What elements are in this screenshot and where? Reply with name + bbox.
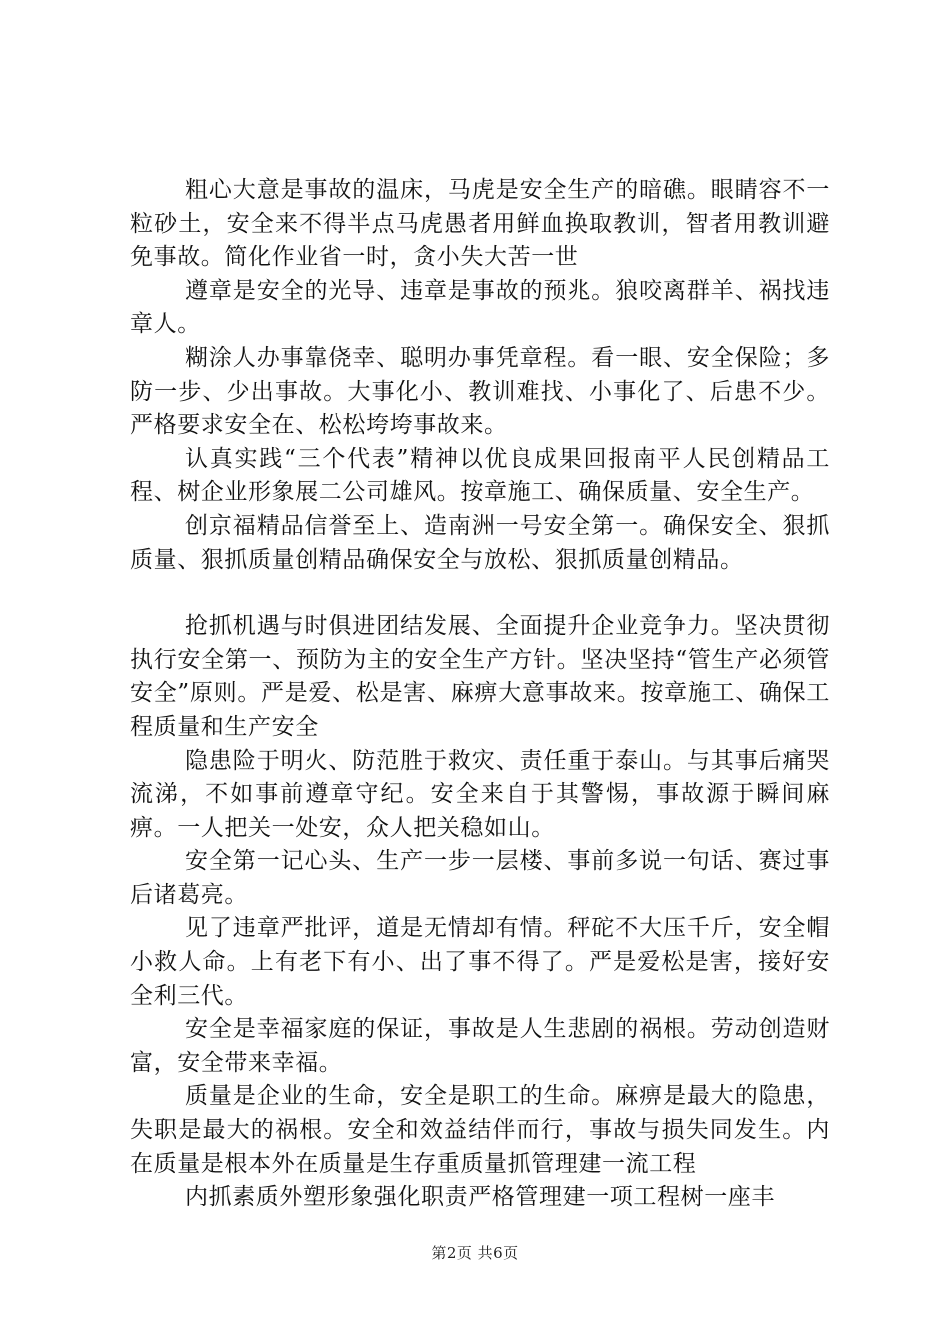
- paragraph: 安全第一记心头、生产一步一层楼、事前多说一句话、赛过事后诸葛亮。: [130, 848, 830, 908]
- page-number-footer: 第2页 共6页: [431, 1244, 519, 1262]
- paragraph: 认真实践“三个代表”精神以优良成果回报南平人民创精品工程、树企业形象展二公司雄风。按章施工、确保质量、安全生产。: [130, 445, 830, 506]
- paragraph: 糊涂人办事靠侥幸、聪明办事凭章程。看一眼、安全保险；多防一步、少出事故。大事化小、教训难找、小事化了、后患不少。严格要求安全在、松松垮垮事故来。: [130, 344, 830, 439]
- paragraph: 见了违章严批评，道是无情却有情。秤砣不大压千斤，安全帽小救人命。上有老下有小、出了事不得了。严是爱松是害，接好安全利三代。: [130, 915, 830, 1009]
- paragraph: 遵章是安全的光导、违章是事故的预兆。狼咬离群羊、祸找违章人。: [130, 277, 830, 338]
- paragraph: 创京福精品信誉至上、造南洲一号安全第一。确保安全、狠抓质量、狠抓质量创精品确保安全与放松、狠抓质量创精品。: [130, 512, 830, 573]
- paragraph: 安全是幸福家庭的保证，事故是人生悲剧的祸根。劳动创造财富，安全带来幸福。: [130, 1016, 830, 1076]
- document-body: [130, 174, 830, 1215]
- paragraph: 隐患险于明火、防范胜于救灾、责任重于泰山。与其事后痛哭流涕，不如事前遵章守纪。安全来自于其警惕，事故源于瞬间麻痹。一人把关一处安，众人把关稳如山。: [130, 747, 830, 841]
- paragraph: 抢抓机遇与时俱进团结发展、全面提升企业竞争力。坚决贯彻执行安全第一、预防为主的安全生产方针。坚决坚持“管生产必须管安全”原则。严是爱、松是害、麻痹大意事故来。按章施工、确保工程质量和生产安全: [130, 613, 830, 740]
- paragraph: 内抓素质外塑形象强化职责严格管理建一项工程树一座丰: [185, 1184, 775, 1211]
- paragraph: 质量是企业的生命，安全是职工的生命。麻痹是最大的隐患，失职是最大的祸根。安全和效益结伴而行，事故与损失同发生。内在质量是根本外在质量是生存重质量抓管理建一流工程: [130, 1083, 830, 1177]
- paragraph: 粗心大意是事故的温床，马虎是安全生产的暗礁。眼睛容不一粒砂土，安全来不得半点马虎愚者用鲜血换取教训，智者用教训避免事故。简化作业省一时，贪小失大苦一世: [130, 177, 830, 271]
- paragraph-gap: [130, 577, 830, 610]
